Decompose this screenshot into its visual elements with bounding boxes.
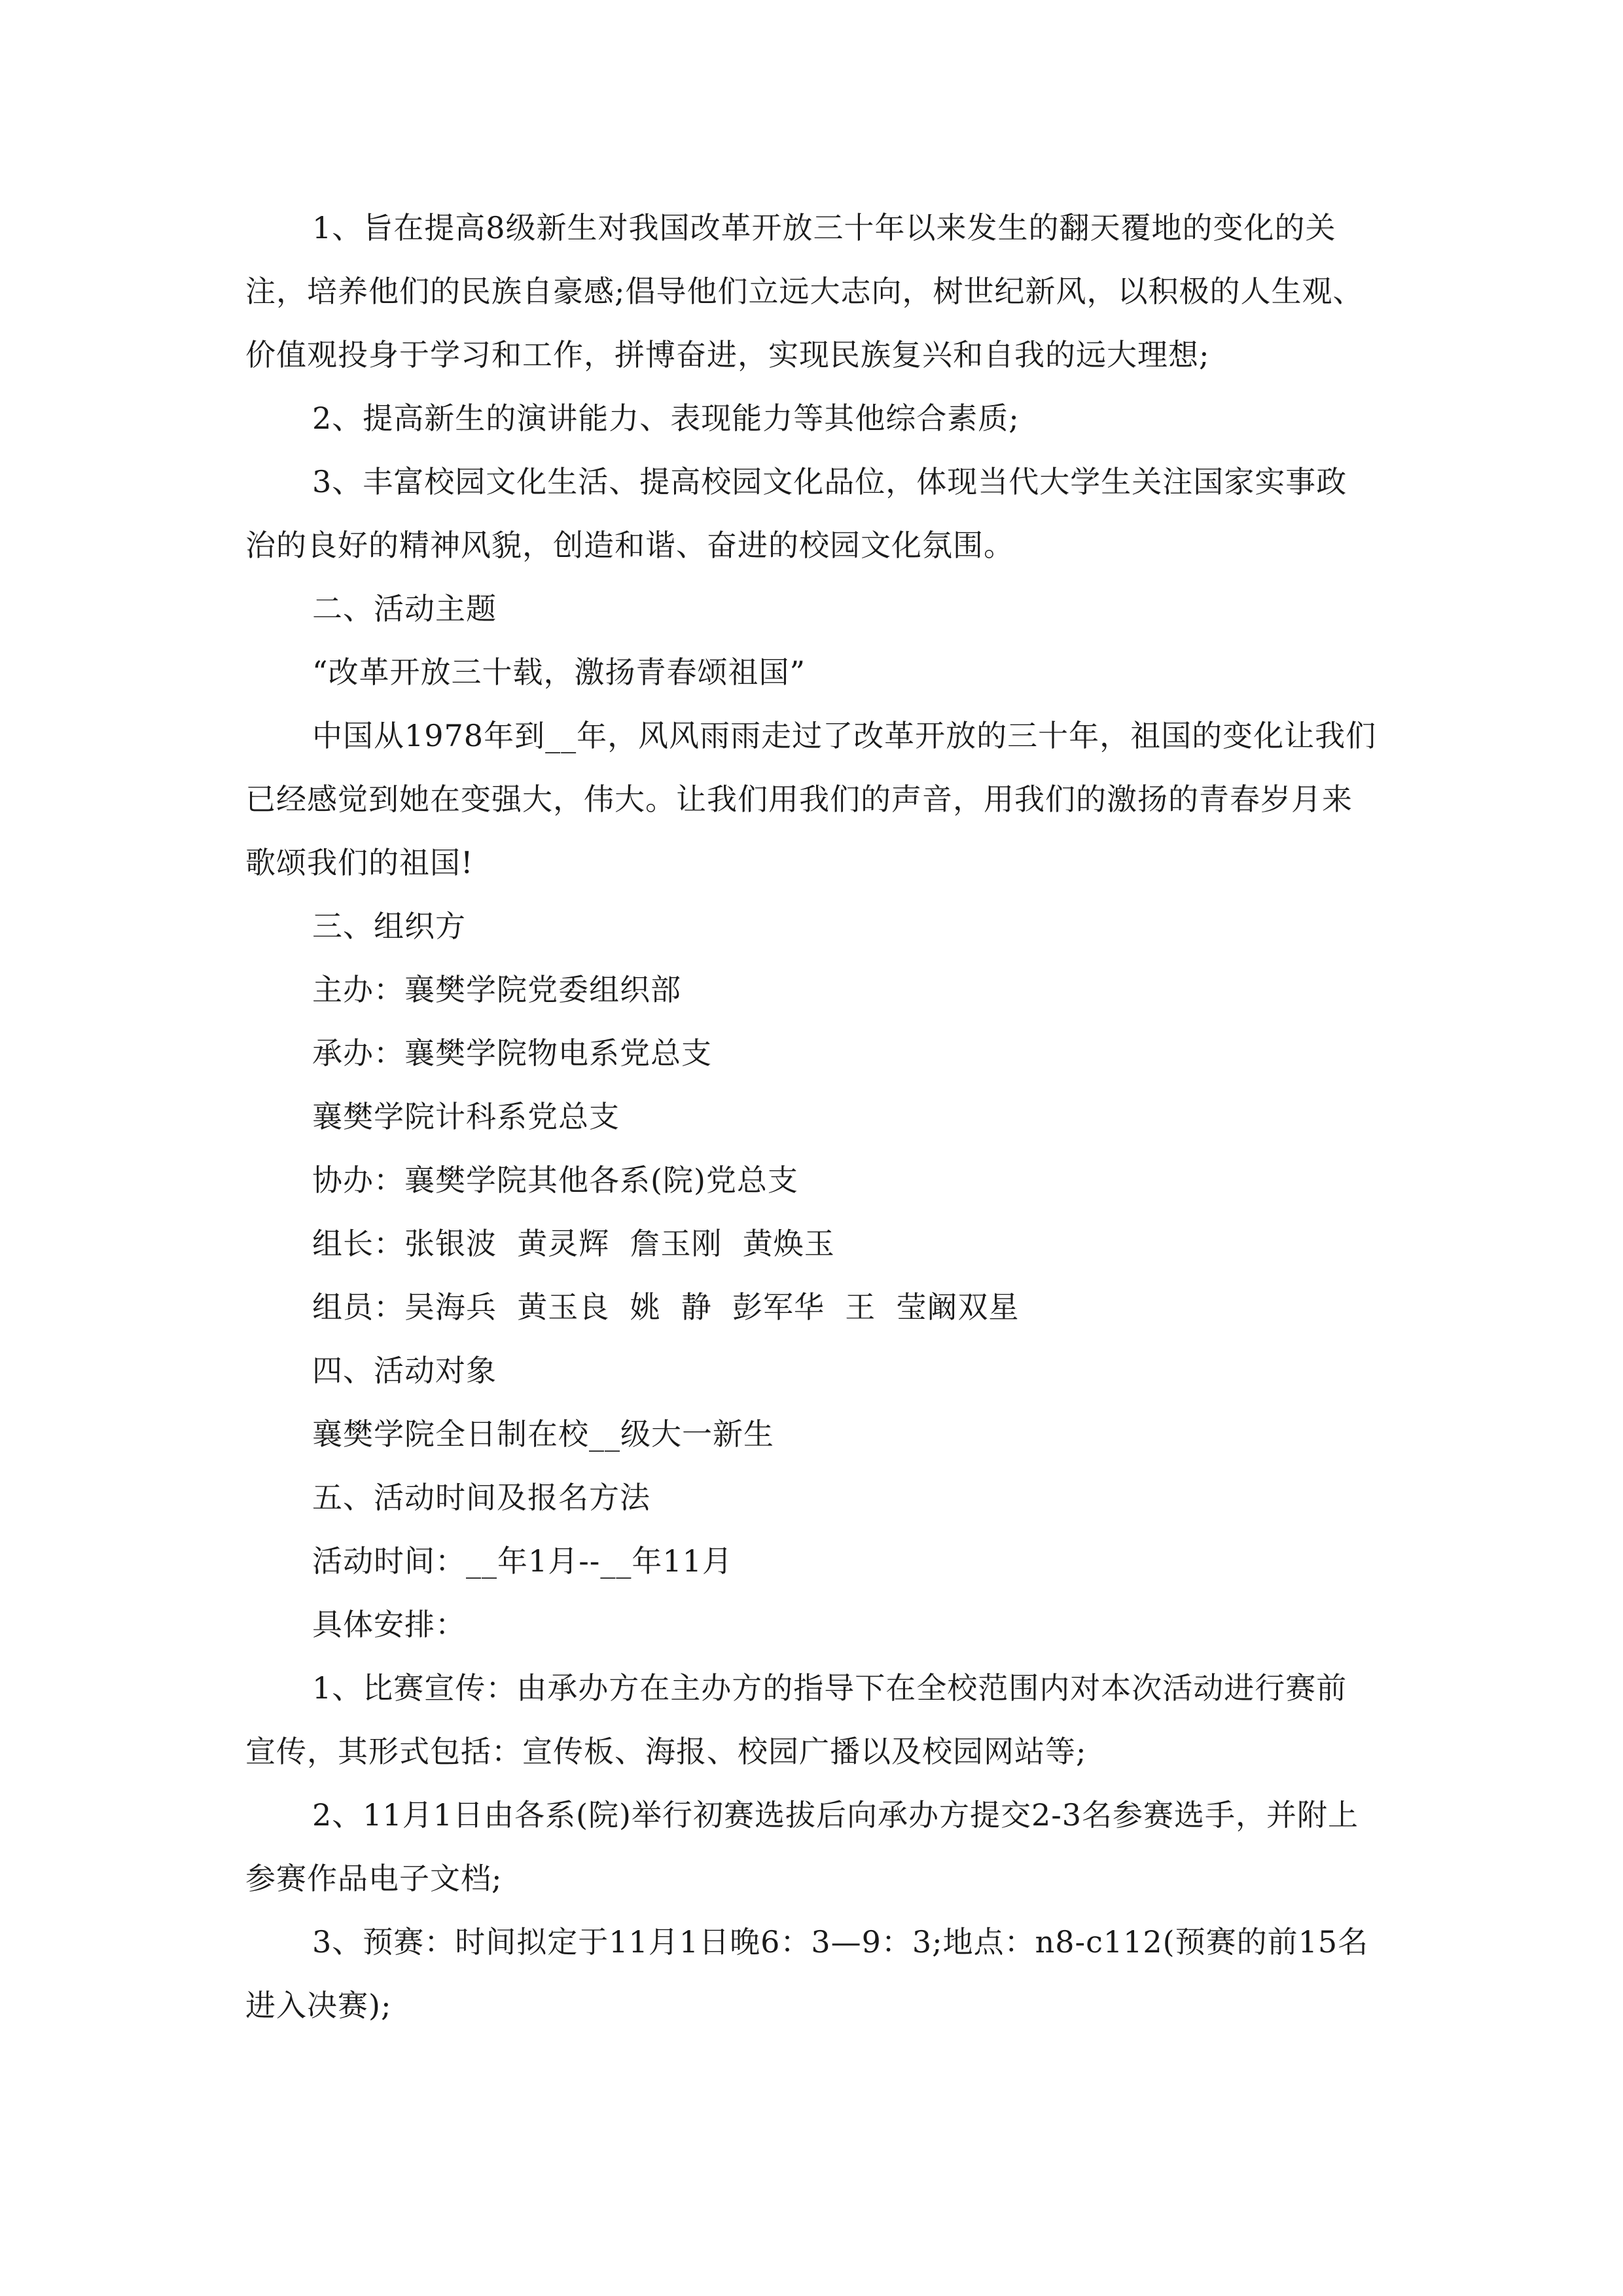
section-heading-organizers: 三、组织方 [312,908,466,944]
team-members: 组员：吴海兵 黄玉良 姚 静 彭军华 王 莹阚双星 [312,1289,1020,1325]
arrangement-item-2: 2、11月1日由各系(院)举行初赛选拔后向承办方提交2-3名参赛选手，并附上参赛作品电子文档; [245,1797,1359,1896]
paragraph-objective-2: 2、提高新生的演讲能力、表现能力等其他综合素质; [312,401,1020,436]
section-heading-theme: 二、活动主题 [312,591,497,626]
arrangement-heading: 具体安排： [312,1607,466,1642]
theme-slogan: “改革开放三十载，激扬青春颂祖国” [312,655,806,690]
section-heading-schedule: 五、活动时间及报名方法 [312,1480,651,1515]
team-leaders: 组长：张银波 黄灵辉 詹玉刚 黄焕玉 [312,1226,835,1261]
arrangement-item-1: 1、比赛宣传：由承办方在主办方的指导下在全校范围内对本次活动进行赛前宣传，其形式包括：宣传板、海报、校园广播以及校园网站等; [245,1670,1347,1769]
paragraph-theme-description: 中国从1978年到__年，风风雨雨走过了改革开放的三十年，祖国的变化让我们已经感觉到她在变强大，伟大。让我们用我们的声音，用我们的激扬的青春岁月来歌颂我们的祖国! [245,718,1377,880]
activity-time: 活动时间：__年1月--__年11月 [312,1543,733,1579]
audience-description: 襄樊学院全日制在校__级大一新生 [312,1416,774,1452]
organizer-undertaker: 承办：襄樊学院物电系党总支 [312,1035,712,1071]
paragraph-objective-3: 3、丰富校园文化生活、提高校园文化品位，体现当代大学生关注国家实事政治的良好的精神风貌，创造和谐、奋进的校园文化氛围。 [245,464,1347,563]
paragraph-objective-1: 1、旨在提高8级新生对我国改革开放三十年以来发生的翻天覆地的变化的关注，培养他们的民族自豪感;倡导他们立远大志向，树世纪新风，以积极的人生观、价值观投身于学习和工作，拼博奋进，实现民族复兴和自我的远大理想; [245,210,1364,372]
organizer-co-host: 协办：襄樊学院其他各系(院)党总支 [312,1162,798,1198]
document-page [245,196,1378,2037]
organizer-undertaker-2: 襄樊学院计科系党总支 [312,1099,620,1134]
section-heading-audience: 四、活动对象 [312,1353,497,1388]
arrangement-item-3: 3、预赛：时间拟定于11月1日晚6：3—9：3;地点：n8-c112(预赛的前15名进入决赛); [245,1924,1369,2023]
organizer-host: 主办：襄樊学院党委组织部 [312,972,681,1007]
